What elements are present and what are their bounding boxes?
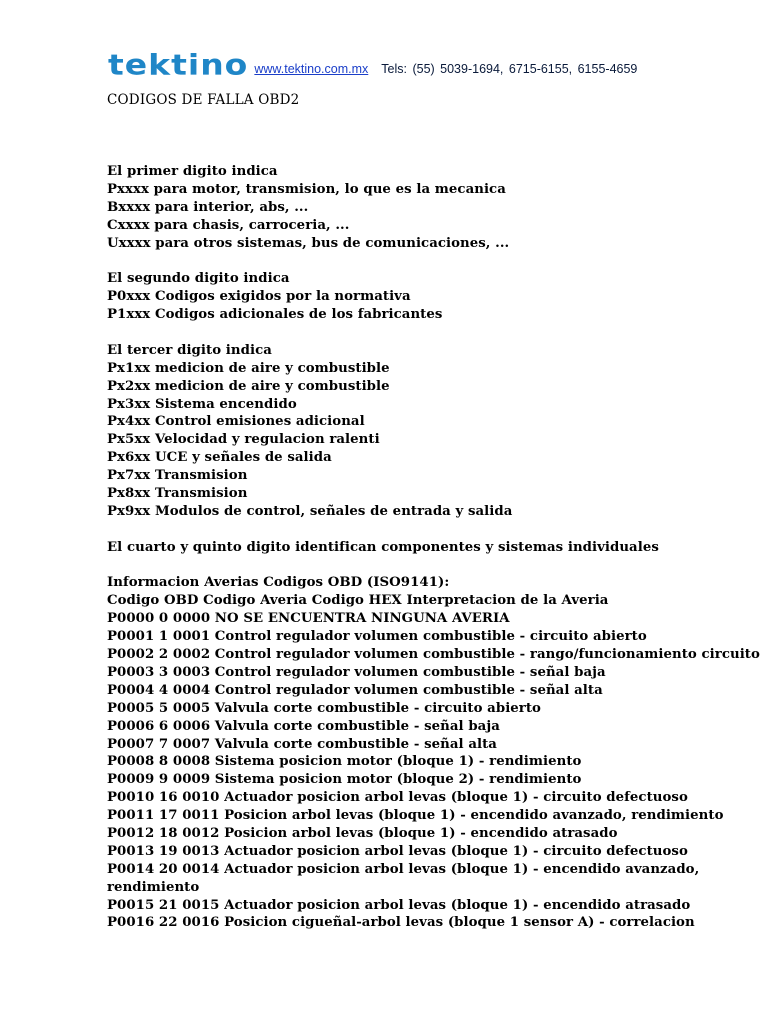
text-line: El cuarto y quinto digito identifican componentes y sistemas individuales — [107, 539, 659, 555]
paragraph-gap — [107, 521, 707, 539]
text-line: Pxxxx para motor, transmision, lo que es la mecanica — [107, 181, 506, 197]
text-line: Px2xx medicion de aire y combustible — [107, 378, 390, 394]
paragraph-gap — [107, 252, 707, 270]
text-line: Px9xx Modulos de control, señales de entrada y salida — [107, 503, 513, 519]
text-line: P0008 8 0008 Sistema posicion motor (bloque 1) - rendimiento — [107, 754, 582, 770]
text-line: Cxxxx para chasis, carroceria, ... — [107, 217, 350, 233]
text-line: rendimiento — [107, 879, 200, 895]
text-line: P0002 2 0002 Control regulador volumen combustible - rango/funcionamiento circuito — [107, 647, 760, 663]
text-line: P0015 21 0015 Actuador posicion arbol levas (bloque 1) - encendido atrasado — [107, 897, 691, 913]
text-line: P0000 0 0000 NO SE ENCUENTRA NINGUNA AVERIA — [107, 611, 510, 627]
text-line: El segundo digito indica — [107, 271, 290, 287]
document-body — [107, 163, 760, 932]
text-line: P0011 17 0011 Posicion arbol levas (bloque 1) - encendido avanzado, rendimiento — [107, 808, 724, 824]
text-line: P0010 16 0010 Actuador posicion arbol levas (bloque 1) - circuito defectuoso — [107, 790, 688, 806]
text-line: P0004 4 0004 Control regulador volumen combustible - señal alta — [107, 682, 603, 698]
text-line: Px4xx Control emisiones adicional — [107, 414, 365, 430]
text-line: P0013 19 0013 Actuador posicion arbol levas (bloque 1) - circuito defectuoso — [107, 843, 688, 859]
text-line: Codigo OBD Codigo Averia Codigo HEX Interpretacion de la Averia — [107, 593, 609, 609]
tektino-logo: tektino — [108, 48, 249, 82]
page-header — [108, 44, 638, 82]
text-line: P0xxx Codigos exigidos por la normativa — [107, 289, 411, 305]
text-line: P0016 22 0016 Posicion cigueñal-arbol levas (bloque 1 sensor A) - correlacion — [107, 915, 695, 931]
text-line: Px8xx Transmision — [107, 486, 248, 502]
text-line: P0006 6 0006 Valvula corte combustible - señal baja — [107, 718, 500, 734]
text-line: P0003 3 0003 Control regulador volumen combustible - señal baja — [107, 664, 606, 680]
text-line: Bxxxx para interior, abs, ... — [107, 199, 309, 215]
text-line: El tercer digito indica — [107, 342, 272, 358]
text-line: Px5xx Velocidad y regulacion ralenti — [107, 432, 380, 448]
text-line: Informacion Averias Codigos OBD (ISO9141): — [107, 575, 450, 591]
text-line: P0012 18 0012 Posicion arbol levas (bloque 1) - encendido atrasado — [107, 825, 618, 841]
website-link[interactable]: www.tektino.com.mx — [254, 62, 369, 76]
text-line: Uxxxx para otros sistemas, bus de comunicaciones, ... — [107, 235, 510, 251]
paragraph-gap — [107, 324, 707, 342]
text-line: Px7xx Transmision — [107, 468, 248, 484]
text-line: P0001 1 0001 Control regulador volumen combustible - circuito abierto — [107, 629, 647, 645]
text-line: P0009 9 0009 Sistema posicion motor (bloque 2) - rendimiento — [107, 772, 582, 788]
text-line: El primer digito indica — [107, 164, 278, 179]
page-title: CODIGOS DE FALLA OBD2 — [107, 92, 300, 108]
text-line: P0007 7 0007 Valvula corte combustible - señal alta — [107, 736, 497, 752]
paragraph-gap — [107, 557, 707, 575]
text-line: Px6xx UCE y señales de salida — [107, 450, 332, 466]
text-line: Px3xx Sistema encendido — [107, 396, 297, 412]
text-line: Px1xx medicion de aire y combustible — [107, 360, 390, 376]
phone-numbers: Tels: (55) 5039-1694, 6715-6155, 6155-4659 — [381, 62, 638, 76]
text-line: P0005 5 0005 Valvula corte combustible - circuito abierto — [107, 700, 541, 716]
text-line: P0014 20 0014 Actuador posicion arbol levas (bloque 1) - encendido avanzado, — [107, 861, 700, 877]
text-line: P1xxx Codigos adicionales de los fabricantes — [107, 307, 443, 323]
